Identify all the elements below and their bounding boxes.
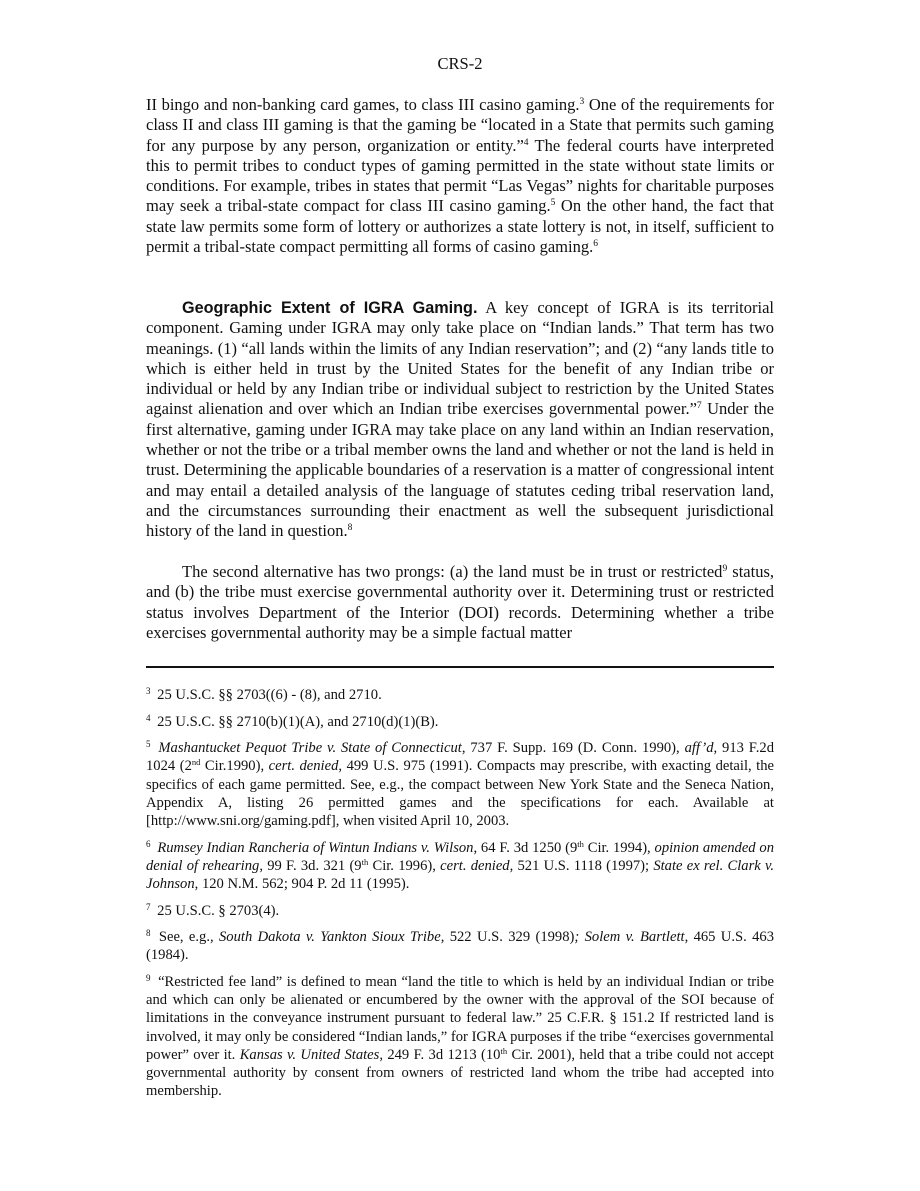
- text: The second alternative has two prongs: (a) the land must be in trust or restricted: [182, 562, 723, 581]
- footnote-mark: 5: [146, 739, 151, 750]
- footnote-mark: 7: [146, 901, 151, 912]
- footnote-3: [146, 686, 774, 704]
- citation-text: , 465 U.S. 463 (1984).: [146, 929, 774, 964]
- citation-text: , 499 U.S. 975 (1991). Compacts may prescribe, with exacting detail, the specifics of each game permitted. See, e.g., the compact between New York State and the Seneca Nation, Appendix A, listing 26 permitted games and the specifications for each. Available at [http://www.sni.org/gaming.pdf], when visited April 10, 2003.: [146, 758, 775, 829]
- footnote-mark: 9: [146, 972, 151, 983]
- text: One of the requirements for class II and class III gaming is that the gaming be “located in a State that permits such gaming for any purpose by any person, organization or entity.”: [146, 95, 774, 155]
- paragraph-gaming-classes: [146, 95, 774, 257]
- case-name: Rumsey Indian Rancheria of Wintun Indians v. Wilson: [157, 839, 474, 856]
- footnote-mark: 3: [146, 686, 151, 696]
- footnote-mark: 6: [146, 838, 151, 849]
- citation-text: Cir. 2001), held that a tribe could not accept governmental authority by consent from owners of restricted land whom the tribe had accepted into membership.: [146, 1046, 774, 1100]
- citation-text: , 913 F.2d 1024 (2: [146, 740, 774, 775]
- citation-text: “Restricted fee land” is defined to mean “land the title to which is held by an individual Indian or tribe and which can only be alienated or encumbered by the owner with the approval of the SOI because of limitations in the conveyance instrument pursuant to federal law.” 25 C.F.R. § 151.2 If restricted land is involved, it may only be considered “Indian lands,” for IGRA purposes if the tribe “exercises governmental power” over it.: [146, 973, 774, 1063]
- citation-signal: cert. denied: [440, 857, 510, 874]
- footnote-ref-7[interactable]: 7: [696, 401, 702, 412]
- text: Under the first alternative, gaming under IGRA may take place on any land within an Indian reservation, whether or not the tribe or a tribal member owns the land and whether or not the land is held in trust. Determining the applicable boundaries of a reservation is a matter of congressional intent and may entail a detailed analysis of the language of statutes ceding tribal reservation land, and the circumstances surrounding their enactment as well the subsequent jurisdictional history of the land in question.: [146, 399, 774, 541]
- footnote-mark: 8: [146, 928, 151, 939]
- footnote-7: [146, 902, 774, 920]
- footnote-8: [146, 928, 774, 964]
- ordinal-suffix: th: [500, 1045, 508, 1056]
- citation-signal: cert. denied: [268, 758, 339, 775]
- citation-text: , 120 N.M. 562; 904 P. 2d 11 (1995).: [194, 876, 410, 892]
- citation-text: Cir.1990),: [200, 758, 269, 775]
- paragraph-second-alternative: [146, 562, 774, 643]
- case-name: ; Solem v. Bartlett: [574, 929, 685, 946]
- footnote-divider: [146, 666, 774, 668]
- footnote-6: [146, 839, 774, 894]
- case-name: Mashantucket Pequot Tribe v. State of Connecticut: [158, 740, 462, 757]
- case-name: State ex rel. Clark v. Johnson: [146, 857, 774, 892]
- footnote-ref-4[interactable]: 4: [523, 137, 529, 148]
- footnote-text: 25 U.S.C. §§ 2703((6) - (8), and 2710.: [157, 687, 382, 703]
- citation-text: , 64 F. 3d 1250 (9: [473, 839, 578, 856]
- page-number: CRS-2: [437, 54, 483, 73]
- footnotes: [146, 686, 774, 1109]
- ordinal-suffix: th: [577, 838, 584, 849]
- citation-text: , 737 F. Supp. 169 (D. Conn. 1990),: [461, 740, 685, 757]
- citation-signal: opinion amended on denial of rehearing: [146, 839, 774, 874]
- case-name: South Dakota v. Yankton Sioux Tribe,: [219, 929, 445, 946]
- footnote-ref-9[interactable]: 9: [722, 564, 728, 574]
- footnote-mark: 4: [146, 712, 151, 723]
- citation-text: Cir. 1994),: [583, 839, 655, 856]
- text: II bingo and non-banking card games, to class III casino gaming.: [146, 95, 580, 114]
- footnote-4: [146, 713, 774, 731]
- text: status, and (b) the tribe must exercise governmental authority over it. Determining trust or restricted status involves Department of the Interior (DOI) records. Determining whether a tribe exercises governmental authority may be a simple factual matter: [146, 562, 774, 642]
- text: On the other hand, the fact that state law permits some form of lottery or authorizes a state lottery is not, in itself, sufficient to permit a tribal-state compact permitting all forms of casino gaming.: [146, 196, 774, 257]
- citation-text: 522 U.S. 329 (1998): [444, 929, 575, 946]
- citation-text: Cir. 1996),: [368, 857, 441, 874]
- footnote-text: 25 U.S.C. §§ 2710(b)(1)(A), and 2710(d)(1)(B).: [157, 713, 439, 730]
- section-heading: Geographic Extent of IGRA Gaming.: [182, 299, 478, 317]
- footnote-9: [146, 973, 774, 1100]
- citation-text: See, e.g.,: [158, 929, 219, 946]
- citation-signal: aff’d: [684, 740, 714, 757]
- footnote-ref-5[interactable]: 5: [550, 198, 556, 209]
- citation-text: , 99 F. 3d. 321 (9: [259, 857, 362, 874]
- footnote-ref-3[interactable]: 3: [579, 97, 585, 107]
- ordinal-suffix: th: [361, 856, 369, 867]
- text: The federal courts have interpreted this to permit tribes to conduct types of gaming permitted in the state without state limits or conditions. For example, tribes in states that permit “Las Vegas” nights for charitable purposes may seek a tribal-state compact for class III casino gaming.: [146, 135, 774, 216]
- footnote-ref-8[interactable]: 8: [347, 523, 353, 534]
- footnote-ref-6[interactable]: 6: [593, 239, 598, 250]
- text: A key concept of IGRA is its territorial component. Gaming under IGRA may only take place on “Indian lands.” That term has two meanings. (1) “all lands within the limits of any Indian reservation”; and (2) “any lands title to which is either held in trust by the United States for the benefit of any Indian tribe or individual or held by any Indian tribe or individual subject to restriction by the United States against alienation and over which an Indian tribe exercises governmental power.”: [146, 298, 774, 419]
- citation-text: , 249 F. 3d 1213 (10: [379, 1046, 501, 1063]
- footnote-5: [146, 739, 774, 830]
- footnote-text: 25 U.S.C. § 2703(4).: [157, 902, 280, 919]
- case-name: Kansas v. United States: [239, 1046, 380, 1063]
- citation-text: , 521 U.S. 1118 (1997);: [509, 857, 654, 874]
- ordinal-suffix: nd: [191, 757, 201, 768]
- paragraph-geographic-extent: [146, 298, 774, 542]
